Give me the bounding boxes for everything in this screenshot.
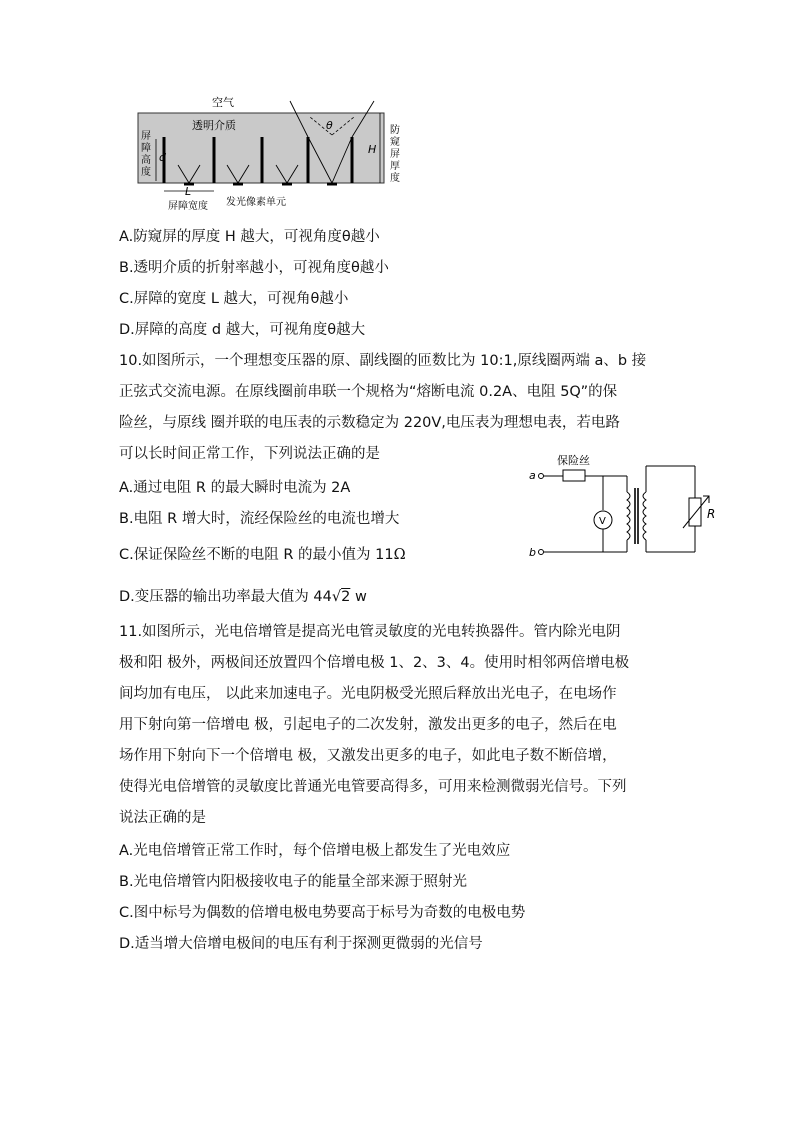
- q11-stem-1: 11.如图所示，光电倍增管是提高光电管灵敏度的光电转换器件。管内除光电阴: [119, 624, 621, 640]
- q11-stem-3: 间均加有电压， 以此来加速电子。光电阴极受光照后释放出光电子，在电场作: [119, 686, 617, 702]
- q11-option-d: D.适当增大倍增电极间的电压有利于探测更微弱的光信号: [119, 936, 483, 952]
- svg-text:防: 防: [390, 125, 400, 136]
- svg-text:度: 度: [141, 167, 151, 178]
- power-unit: w: [354, 589, 367, 605]
- q10-option-d: [119, 587, 367, 607]
- svg-text:屏: 屏: [141, 131, 151, 142]
- barrier-width-label: 屏障宽度: [168, 201, 208, 212]
- svg-text:度: 度: [390, 173, 400, 184]
- terminal-a: a: [529, 469, 536, 482]
- q9-option-d: D.屏障的高度 d 越大，可视角度θ越大: [119, 322, 366, 338]
- ohm-symbol: Ω: [393, 547, 406, 563]
- svg-text:屏: 屏: [390, 149, 400, 160]
- q9-option-c: C.屏障的宽度 L 越大，可视角θ越小: [119, 291, 349, 307]
- q10-stem-3: 险丝，与原线 圈并联的电压表的示数稳定为 220V,电压表为理想电表，若电路: [119, 415, 620, 431]
- q10-stem-4: 可以长时间正常工作，下列说法正确的是: [119, 446, 380, 462]
- sqrt-radicand: 2: [341, 589, 351, 605]
- q10-stem-1: 10.如图所示，一个理想变压器的原、副线圈的匝数比为 10:1,原线圈两端 a、b 接: [119, 353, 647, 369]
- transformer-circuit-figure: [527, 448, 727, 566]
- medium-label: 透明介质: [192, 119, 236, 132]
- svg-text:障: 障: [141, 143, 151, 154]
- svg-text:厚: 厚: [390, 161, 400, 172]
- q9-option-b: B.透明介质的折射率越小，可视角度θ越小: [119, 260, 389, 276]
- q10-option-c: [119, 545, 406, 565]
- svg-text:窥: 窥: [390, 137, 400, 148]
- terminal-b: b: [529, 546, 536, 559]
- theta-label: θ: [326, 119, 333, 132]
- secondary-coil: [643, 492, 646, 540]
- anti-peep-screen-figure: [130, 95, 420, 215]
- q9-option-a: A.防窥屏的厚度 H 越大，可视角度θ越小: [119, 229, 380, 245]
- svg-text:高: 高: [141, 155, 151, 166]
- screen-thickness-label: [390, 124, 400, 184]
- H-label: H: [368, 143, 377, 156]
- primary-coil: [627, 492, 630, 540]
- fuse-label: 保险丝: [557, 454, 590, 467]
- air-label: 空气: [212, 96, 234, 109]
- q11-stem-6: 使得光电倍增管的灵敏度比普通光电管要高得多，可用来检测微弱光信号。下列: [119, 779, 627, 795]
- q11-stem-2: 极和阳 极外，两极间还放置四个倍增电极 1、2、3、4。使用时相邻两倍增电极: [119, 655, 630, 671]
- d-label: d: [159, 151, 166, 164]
- q11-stem-5: 场作用下射向下一个倍增电 极，又激发出更多的电子，如此电子数不断倍增，: [119, 748, 617, 764]
- q10-option-d-text: D.变压器的输出功率最大值为 44: [119, 589, 332, 605]
- resistor-R-symbol: [689, 498, 701, 526]
- q11-option-c: C.图中标号为偶数的倍增电极电势要高于标号为奇数的电极电势: [119, 905, 526, 921]
- q11-stem-7: 说法正确的是: [119, 810, 206, 826]
- q10-stem-2: 正弦式交流电源。在原线圈前串联一个规格为“熔断电流 0.2A、电阻 5Q”的保: [119, 384, 618, 400]
- L-label: L: [185, 185, 192, 198]
- q11-option-b: B.光电倍增管内阳极接收电子的能量全部来源于照射光: [119, 874, 468, 890]
- q10-option-a: A.通过电阻 R 的最大瞬时电流为 2A: [119, 480, 351, 496]
- sqrt-symbol: √: [331, 589, 342, 605]
- q11-stem-4: 用下射向第一倍增电 极，引起电子的二次发射，激发出更多的电子，然后在电: [119, 717, 617, 733]
- pixel-unit-label: 发光像素单元: [226, 197, 286, 208]
- resistor-R-label: R: [707, 507, 716, 521]
- q11-option-a: A.光电倍增管正常工作时，每个倍增电极上都发生了光电效应: [119, 843, 511, 859]
- voltmeter-label: V: [599, 516, 606, 527]
- q10-option-c-text: C.保证保险丝不断的电阻 R 的最小值为 11: [119, 547, 394, 563]
- fuse-symbol: [563, 470, 585, 481]
- q10-option-b: B.电阻 R 增大时，流经保险丝的电流也增大: [119, 511, 400, 527]
